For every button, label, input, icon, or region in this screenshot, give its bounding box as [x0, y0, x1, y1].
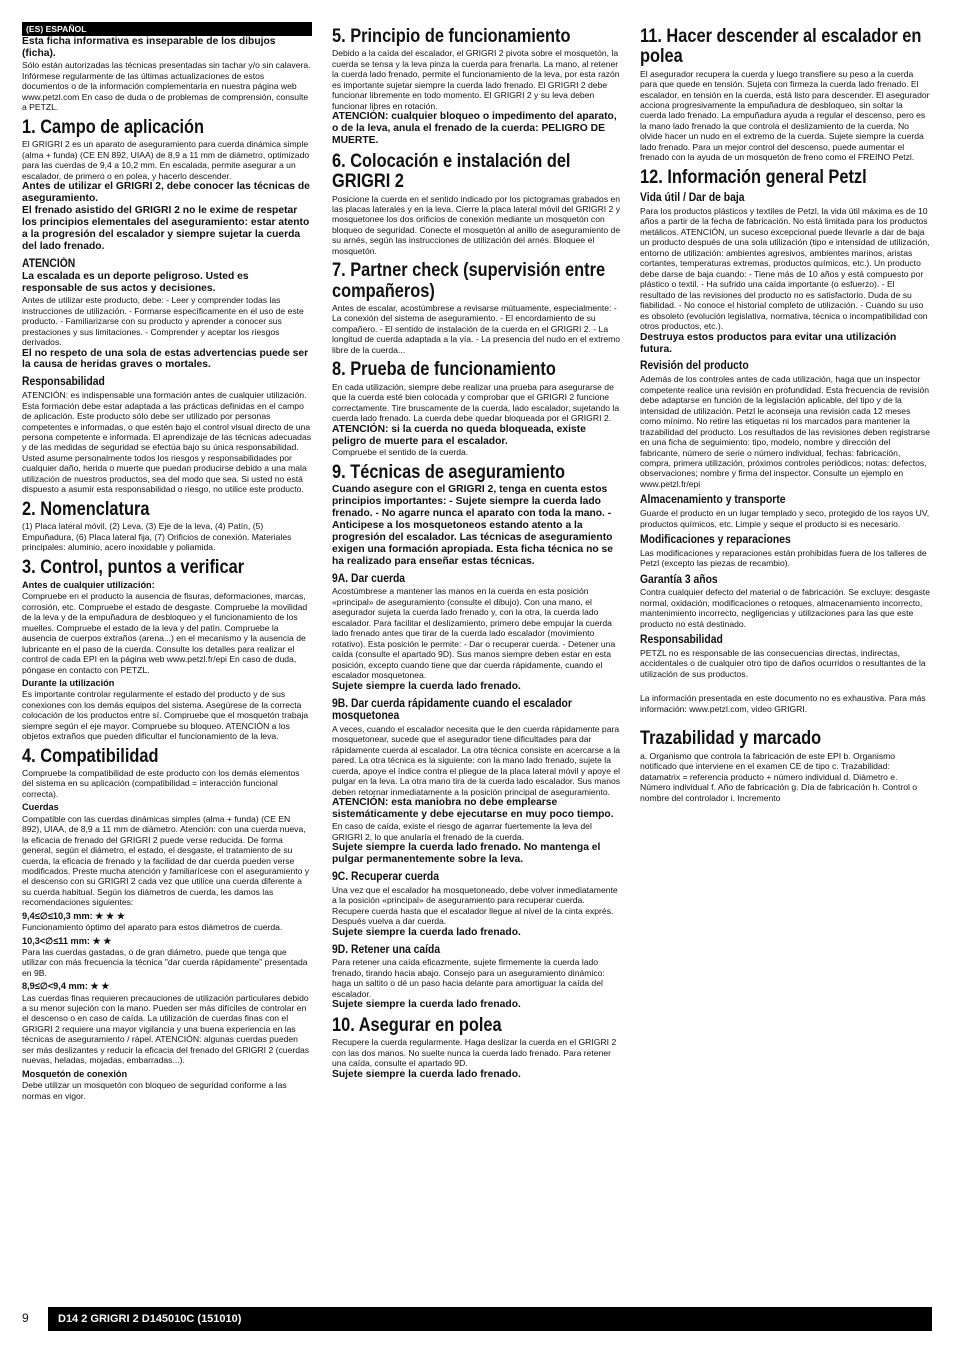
paragraph: Funcionamiento óptimo del aparato para estos diámetros de cuerda.	[22, 922, 283, 933]
paragraph: Para las cuerdas gastadas, o de gran diámetro, puede que tenga que utilizar con más frecuencia la técnica "dar cuerda rápidamente" presentada en 9B.	[22, 946, 308, 978]
subsection-heading: 9B. Dar cuerda rápidamente cuando el escalador mosquetonea	[332, 697, 572, 723]
minor-heading: 8,9≤∅<9,4 mm: ★ ★	[22, 981, 110, 992]
paragraph: El asegurador recupera la cuerda y luego transfiere su peso a la cuerda para que quede en tensión. Sujeta con firmeza la cuerda lado frenado. El escalador, en tensión en la cuerda, está listo para descender. El asegurador acciona progresivamente la empuñadura de desbloqueo, sin soltar la cuerda lado frenado. La empuñadura ayuda a regular el descenso, pero es la mano lado frenado la que controla el deslizamiento de la cuerda. No olvide hacer un nudo en el extremo de la cuerda. Sujete siempre la cuerda lado frenado. Para un mejor control del descenso, puede aumentar el frenado con la ayuda de un mosquetón de freno como el FREINO Petzl.	[640, 68, 930, 163]
bold-paragraph: Sujete siempre la cuerda lado frenado.	[332, 680, 521, 692]
footer	[22, 1307, 932, 1331]
paragraph: La información presentada en este documento no es exhaustiva. Para más información: www.petzl.com, video GRIGRI.	[640, 693, 926, 714]
minor-heading: Mosquetón de conexión	[22, 1068, 128, 1079]
paragraph: Para retener una caída eficazmente, sujete firmemente la cuerda lado frenado, tirando hacia abajo. Consejo para un aseguramiento dinámico: haga un saltito o dé un paso hacia delante para amortiguar la caída del escalador.	[332, 957, 605, 999]
section-heading: 3. Control, puntos a verificar	[22, 555, 245, 578]
bold-paragraph: Sujete siempre la cuerda lado frenado.	[332, 926, 521, 938]
section-heading: 8. Prueba de funcionamiento	[332, 358, 556, 381]
paragraph: Contra cualquier defecto del material o de fabricación. Se excluye: desgaste normal, oxidación, modificaciones o retoques, almacenamiento incorrecto, mantenimiento incorrecto, negligencias y utilizaciones para las que este producto no está destinado.	[640, 587, 930, 629]
bold-paragraph: El frenado asistido del GRIGRI 2 no le exime de respetar los principios elementales del aseguramiento: estar atento a la progresión del escalador y siempre sujetar la cuerda del lado frenado.	[22, 204, 310, 252]
language-tag: (ES) ESPAÑOL	[22, 22, 312, 36]
paragraph: Compruebe el sentido de la cuerda.	[332, 447, 469, 458]
paragraph: Además de los controles antes de cada utilización, haga que un inspector competente realice una revisión en profundidad. Esta frecuencia de revisión debe adaptarse en función de la legislación aplicable, del tipo y de la intensidad de utilización. Petzl le aconseja una revisión cada 12 meses como mínimo. No retire las etiquetas ni los marcados para mantener la trazabilidad del producto. Los resultados de las revisiones deben registrarse en una ficha de seguimiento: tipo, modelo, nombre y dirección del fabricante, número de serie o número individual, fechas: fabricación, compra, primera utilización, próximos controles periódicos; notas: defectos, observaciones; nombre y firma del inspector. Consulte un ejemplo en www.petzl.fr/epi	[640, 374, 930, 489]
paragraph: PETZL no es responsable de las consecuencias directas, indirectas, accidentales o de cualquier otro tipo de daños ocurridos o resultantes de la utilización de sus productos.	[640, 647, 926, 679]
section-heading: 10. Asegurar en polea	[332, 1014, 502, 1037]
subsection-heading: Responsabilidad	[22, 376, 105, 389]
paragraph: En caso de caída, existe el riesgo de agarrar fuertemente la leva del GRIGRI 2, lo que anularía el frenado de la cuerda.	[332, 821, 592, 842]
section-heading: 11. Hacer descender al escalador en polea	[640, 25, 922, 68]
section-heading: 6. Colocación e instalación del GRIGRI 2	[332, 149, 571, 193]
paragraph: Las modificaciones y reparaciones están prohibidas fuera de los talleres de Petzl (excepto las piezas de recambio).	[640, 547, 927, 569]
section-heading: 1. Campo de aplicación	[22, 115, 205, 138]
bold-paragraph: ATENCIÓN: cualquier bloqueo o impedimento del aparato, o de la leva, anula el frenado de la cuerda: PELIGRO DE MUERTE.	[332, 111, 617, 147]
paragraph: Para los productos plásticos y textiles de Petzl, la vida útil máxima es de 10 años a partir de la fecha de fabricación. No está limitada para los productos metálicos. ATENCIÓN, un suceso excepcional puede llevarle a dar de baja un producto después de una sola utilización (tipo e intensidad de utilización, entorno de utilización: ambientes agresivos, ambientes marinos, aristas cortantes, temperaturas extremas, productos químicos, etc.). Un producto debe darse de baja cuando: - Tiene más de 10 años y está compuesto por plástico o textil. - Ha sufrido una caída importante (o esfuerzo). - El resultado de las revisiones del producto no es satisfactorio. Duda de su fiabilidad. - No conoce el historial completo de utilización. - Cuando su uso es obsoleto (evolución legislativa, normativa, técnica o incompatibilidad con otros productos, etc.).	[640, 205, 930, 332]
bold-paragraph: Sujete siempre la cuerda lado frenado.	[332, 1068, 521, 1080]
bold-paragraph: La escalada es un deporte peligroso. Usted es responsable de sus actos y decisiones.	[22, 271, 249, 295]
subsection-heading: 9C. Recuperar cuerda	[332, 871, 440, 884]
paragraph: Posicione la cuerda en el sentido indicado por los pictogramas grabados en las placas laterales y en la leva. Cierre la placa lateral móvil del GRIGRI 2 y mosquetonee los dos orificios de conexión mediante un mosquetón con bloqueo de seguridad. Conecte el mosquetón al anillo de aseguramiento de su arnés, según las instrucciones de utilización del arnés. Bloquee el mosquetón.	[332, 193, 621, 256]
paragraph: Debe utilizar un mosquetón con bloqueo de seguridad conforme a las normas en vigor.	[22, 1080, 287, 1101]
paragraph: El GRIGRI 2 es un aparato de aseguramiento para cuerda dinámica simple (alma + funda) (CE EN 892, UIAA) de 8,9 a 11 mm de diámetro, optimizado para las cuerdas de 9,4 a 10,2 mm. En escalada, permite asegurar a un escalador, de primero o en polea, y hacerlo descender.	[22, 139, 310, 181]
section-heading: 4. Compatibilidad	[22, 744, 159, 767]
paragraph: A veces, cuando el escalador necesita que le den cuerda rápidamente para mosquetonear, sucede que el asegurador tiene dificultades para dar rápidamente cuerda al escalador. La otra técnica consiste en acercarse a la pared. La otra técnica es la siguiente: con la mano lado frenado, sujete la cuerda, apoye el índice contra el pliegue de la placa lateral móvil y apoye el pulgar en la leva. La otra mano tira de la cuerda lado escalador. Sus manos deben retornar inmediatamente a la posición principal de aseguramiento.	[332, 723, 621, 797]
column-3	[640, 22, 930, 803]
bold-paragraph: Antes de utilizar el GRIGRI 2, debe conocer las técnicas de aseguramiento.	[22, 180, 310, 204]
paragraph: Antes de escalar, acostúmbrese a revisarse mútuamente, especialmente: - La conexión del sistema de aseguramiento. - El encordamiento de su compañero. - El sentido de instalación de la cuerda en el GRIGRI 2. - La longitud de cuerda adaptada a la vía. - La presencia del nudo en el extremo libre de la cuerda...	[332, 302, 621, 355]
paragraph: Las cuerdas finas requieren precauciones de utilización particulares debido a su menor sujeción con la mano. Pueden ser más difíciles de controlar en el descenso o en caso de caída. La utilización de cuerdas finas con el GRIGRI 2 requiere una mayor vigilancia y una buena experiencia en las técnicas de aseguramiento / rápel. ATENCIÓN: algunas cuerdas pueden ser más deslizantes y reducir la eficacia del frenado del GRIGRI 2 (cuerdas nuevas, heladas, mojadas, embarradas...).	[22, 992, 310, 1066]
column-1	[22, 22, 312, 1101]
section-heading: 12. Información general Petzl	[640, 165, 867, 188]
paragraph: Antes de utilizar este producto, debe: - Leer y comprender todas las instrucciones de utilización. - Formarse específicamente en el uso de este producto. - Familiarizarse con su producto y aprender a conocer sus prestaciones y sus limitaciones. - Comprender y aceptar los riesgos derivados.	[22, 295, 304, 348]
subsection-heading: ATENCIÓN	[22, 257, 76, 270]
subsection-heading: Responsabilidad	[640, 634, 723, 647]
subsection-heading: Vida útil / Dar de baja	[640, 192, 745, 205]
paragraph: Recupere la cuerda regularmente. Haga deslizar la cuerda en el GRIGRI 2 con las dos manos. No suelte nunca la cuerda lado frenado. Para retener una caída, consulte el apartado 9D.	[332, 1037, 617, 1069]
section-heading: 5. Principio de funcionamiento	[332, 25, 571, 47]
paragraph: Compruebe en el producto la ausencia de fisuras, deformaciones, marcas, corrosión, etc. Compruebe el estado de desgaste. Compruebe la movilidad de la leva y de la empuñadura de desbloqueo y el funcionamiento de los muelles. Compruebe el estado de la leva y del patín. Compruebe la ausencia de cuerpos extraños (arena...) en el mecanismo y la ausencia de lubricante en el paso de la cuerda. Consulte los detalles para realizar el control de cada EPI en la página web www.petzl.fr/epi En caso de duda, póngase en contacto con PETZL.	[22, 591, 308, 675]
paragraph: Una vez que el escalador ha mosquetoneado, debe volver inmediatamente a la posición «principal» de aseguramiento para recuperar cuerda. Recupere cuerda hasta que el escalador llegue al nivel de la cinta exprés. Después vuelva a dar cuerda.	[332, 884, 618, 927]
bold-paragraph: ATENCIÓN: si la cuerda no queda bloqueada, existe peligro de muerte para el escalador.	[332, 423, 586, 447]
paragraph: Compruebe la compatibilidad de este producto con los demás elementos del sistema en su aplicación (compatibilidad = interacción funcional correcta).	[22, 767, 300, 799]
section-heading: 9. Técnicas de aseguramiento	[332, 460, 566, 483]
bold-paragraph: Cuando asegure con el GRIGRI 2, tenga en cuenta estos principios importantes: - Sujete siempre la cuerda lado frenado. - No agarre nunca el aparato con toda la mano. - Anticipese a los mosquetoneos estando atento a la progresión del escalador. Las técnicas de aseguramiento exigen una formación apropiada. Esta ficha técnica no se ha realizado para enseñar estas técnicas.	[332, 484, 613, 567]
paragraph: (1) Placa lateral móvil, (2) Leva, (3) Eje de la leva, (4) Patín, (5) Empuñadura, (6) Placa lateral fija, (7) Orificios de conexión. Materiales principales: aluminio, acero inoxidable y poliamida.	[22, 521, 292, 553]
paragraph: En cada utilización, siempre debe realizar una prueba para asegurarse de que la cuerda esté bien colocada y comprobar que el GRIGRI 2 funcione correctamente. Tire bruscamente de la cuerda, lado escalador, sujetando la cuerda lado frenado. La cuerda debe quedar bloqueada por el GRIGRI 2.	[332, 381, 620, 424]
bold-paragraph: Esta ficha informativa es inseparable de los dibujos (ficha).	[22, 36, 276, 60]
subsection-heading: Garantía 3 años	[640, 573, 718, 586]
column-1-content	[22, 36, 312, 1101]
page-number: 9	[22, 1311, 29, 1325]
bold-paragraph: El no respeto de una sola de estas advertencias puede ser la causa de heridas graves o mortales.	[22, 347, 309, 371]
minor-heading: Durante la utilización	[22, 677, 115, 688]
section-heading: 2. Nomenclatura	[22, 497, 150, 520]
paragraph: Acostúmbrese a mantener las manos en la cuerda en esta posición «principal» de aseguramiento (consulte el dibujo). Con una mano, el asegurador sujeta la cuerda lado frenado y, con la otra, la cuerda lado escalador. Para facilitar el deslizamiento, primero debe empujar la cuerda lado frenado antes que tirar de la cuerda lado escalador (movimiento rotativo). Esta posición le permite: - Dar o recuperar cuerda. - Detener una caída (consulte el apartado 9D). Sus manos siempre deben estar en esta posición, excepto cuando tiene que dar cuerda rápidamente, cuando el escalador mosquetonea.	[332, 586, 616, 681]
paragraph: Sólo están autorizadas las técnicas presentadas sin tachar y/o sin calavera. Infórmese regularmente de las últimas actualizaciones de estos documentos o de la información complementaria en nuestra página web www.petzl.com En caso de duda o de problemas de comprensión, consulte a PETZL.	[22, 60, 311, 113]
subsection-heading: 9A. Dar cuerda	[332, 572, 406, 585]
bold-paragraph: Destruya estos productos para evitar una utilización futura.	[640, 331, 897, 355]
paragraph: Debido a la caída del escalador, el GRIGRI 2 pivota sobre el mosquetón, la cuerda se tensa y la leva pinza la cuerda para frenarla. La mano, al retener la cuerda lado frenado, permite el funcionamiento de la leva, por esta razón es importante sujetar siempre la cuerda lado frenado. El GRIGRI 2 debe funcionar libremente en todo momento. El GRIGRI 2 y su leva deben funcionar libres en rotación.	[332, 48, 620, 111]
paragraph: Compatible con las cuerdas dinámicas simples (alma + funda) (CE EN 892), UIAA, de 8,9 a 11 mm de diámetro. Atención: con una cuerda nueva, la eficacia de frenado del GRIGRI 2 puede verse reducida. De forma general, según el diámetro, el estado, el desgaste, el tratamiento de su cuerda, la eficacia de frenado y la facilidad de dar cuerda pueden verse modificados. Preste mucha atención y familiarícese con el aseguramiento y el descenso con su GRIGRI 2 cada vez que utilice una cuerda diferente a su cuerda habitual. Según los diámetros de cuerda, les damos las recomendaciones siguientes:	[22, 813, 310, 908]
subsection-heading: Modificaciones y reparaciones	[640, 534, 791, 547]
paragraph: Guarde el producto en un lugar templado y seco, protegido de los rayos UV, productos químicos, etc. Limpie y seque el producto si es necesario.	[640, 508, 930, 529]
paragraph: Es importante controlar regularmente el estado del producto y de sus conexiones con los demás equipos del sistema. Asegúrese de la correcta colocación de los productos entre sí. Compruebe que el mosquetón trabaja siempre según el eje mayor. Compruebe su bloqueo. ATENCIÓN a los objetos extraños que pueden dificultar el funcionamiento de la leva.	[22, 689, 309, 742]
section-heading: Trazabilidad y marcado	[640, 727, 822, 750]
minor-heading: 9,4≤∅≤10,3 mm: ★ ★ ★	[22, 910, 126, 921]
bold-paragraph: Sujete siempre la cuerda lado frenado. No mantenga el pulgar permanentemente sobre la leva.	[332, 842, 601, 866]
column-2	[332, 22, 622, 1081]
bold-paragraph: Sujete siempre la cuerda lado frenado.	[332, 999, 521, 1011]
paragraph: ATENCIÓN: es indispensable una formación antes de cualquier utilización. Esta formación debe estar adaptada a las prácticas definidas en el campo de aplicación. Este producto sólo debe ser utilizado por personas competentes e informadas, o que estén bajo el control visual directo de una persona competente e informada. El aprendizaje de las técnicas adecuadas y de las medidas de seguridad se efectúa bajo su única responsabilidad. Usted asume personalmente todos los riesgos y responsabilidades por cualquier daño, herida o muerte que puedan producirse debido a una mala utilización de nuestros productos, sea del modo que sea. Si usted no está dispuesto a asumir esta responsabilidad o riesgo, no utilice este producto.	[22, 390, 312, 495]
document-code: D14 2 GRIGRI 2 D145010C (151010)	[48, 1307, 932, 1331]
subsection-heading: 9D. Retener una caída	[332, 943, 441, 956]
bold-paragraph: ATENCIÓN: esta maniobra no debe emplearse sistemáticamente y debe ejecutarse en muy poco tiempo.	[332, 797, 614, 821]
section-heading: 7. Partner check (supervisión entre compañeros)	[332, 259, 606, 302]
minor-heading: 10,3<∅≤11 mm: ★ ★	[22, 935, 112, 946]
minor-heading: Antes de cualquier utilización:	[22, 579, 155, 590]
subsection-heading: Almacenamiento y transporte	[640, 494, 786, 507]
paragraph: a. Organismo que controla la fabricación de este EPI b. Organismo notificado que interviene en el examen CE de tipo c. Trazabilidad: datamatrix = referencia producto + número individual d. Diámetro e. Número individual f. Año de fabricación g. Día de fabricación h. Control o nombre del controlador i. Incremento	[640, 750, 918, 803]
minor-heading: Cuerdas	[22, 802, 59, 813]
subsection-heading: Revisión del producto	[640, 360, 749, 373]
